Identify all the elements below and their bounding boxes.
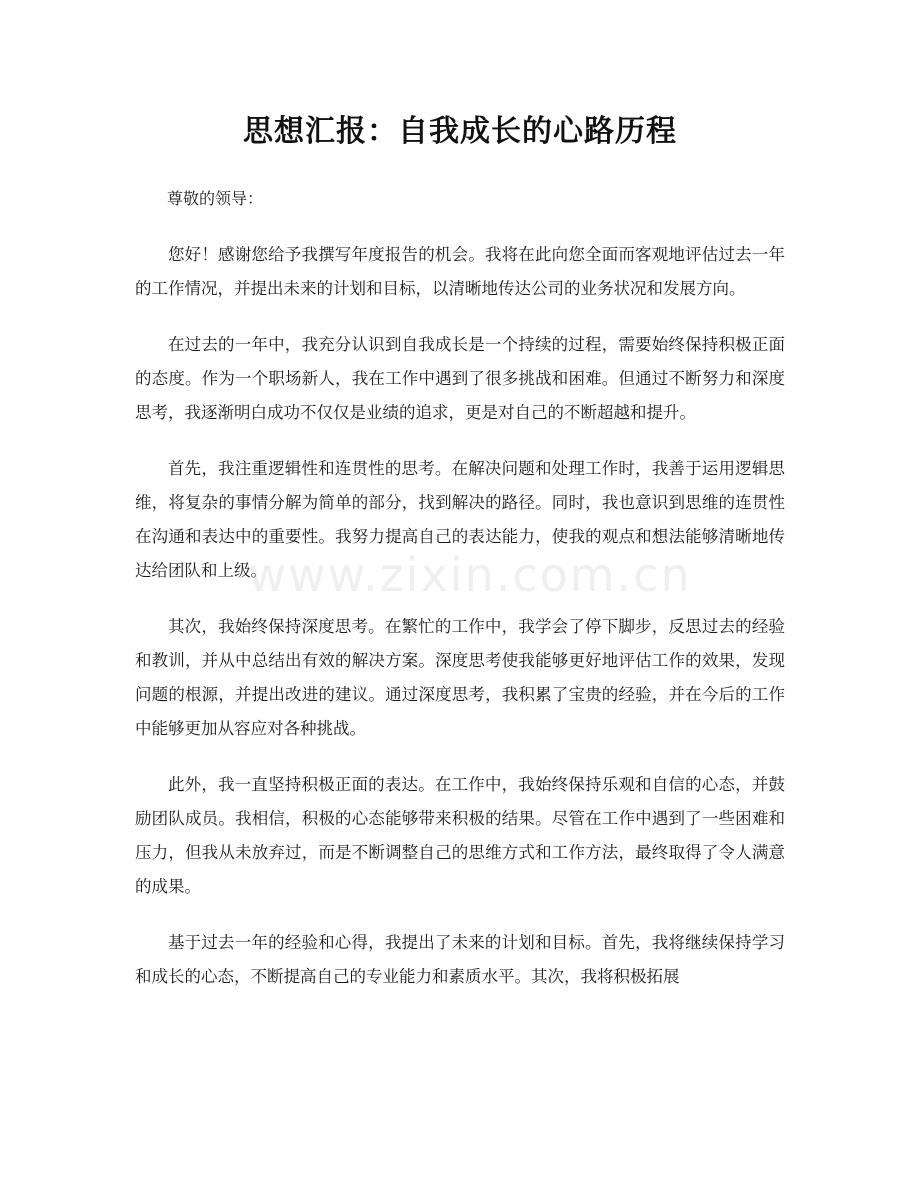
paragraph: 基于过去一年的经验和心得，我提出了未来的计划和目标。首先，我将继续保持学习和成长的心态，不断提高自己的专业能力和素质水平。其次，我将积极拓展 — [135, 933, 785, 986]
page-title: 思想汇报：自我成长的心路历程 — [243, 114, 677, 149]
paragraph: 此外，我一直坚持积极正面的表达。在工作中，我始终保持乐观和自信的心态，并鼓励团队成员。我相信，积极的心态能够带来积极的结果。尽管在工作中遇到了一些困难和压力，但我从未放弃过，而是不断调整自己的思维方式和工作方法，最终取得了令人满意的成果。 — [135, 775, 785, 896]
document-body — [135, 182, 785, 1016]
paragraph: 其次，我始终保持深度思考。在繁忙的工作中，我学会了停下脚步，反思过去的经验和教训，并从中总结出有效的解决方案。深度思考使我能够更好地评估工作的效果，发现问题的根源，并提出改进的建议。通过深度思考，我积累了宝贵的经验，并在今后的工作中能够更加从容应对各种挑战。 — [135, 617, 785, 738]
salutation: 尊敬的领导： — [167, 189, 264, 208]
paragraph: 您好！感谢您给予我撰写年度报告的机会。我将在此向您全面而客观地评估过去一年的工作情况，并提出未来的计划和目标，以清晰地传达公司的业务状况和发展方向。 — [135, 245, 785, 298]
watermark: www.zixin.com.cn — [248, 548, 692, 602]
paragraph: 在过去的一年中，我充分认识到自我成长是一个持续的过程，需要始终保持积极正面的态度。作为一个职场新人，我在工作中遇到了很多挑战和困难。但通过不断努力和深度思考，我逐渐明白成功不仅仅是业绩的追求，更是对自己的不断超越和提升。 — [135, 335, 785, 422]
paragraph: 首先，我注重逻辑性和连贯性的思考。在解决问题和处理工作时，我善于运用逻辑思维，将复杂的事情分解为简单的部分，找到解决的路径。同时，我也意识到思维的连贯性在沟通和表达中的重要性。我努力提高自己的表达能力，使我的观点和想法能够清晰地传达给团队和上级。 — [135, 459, 785, 580]
